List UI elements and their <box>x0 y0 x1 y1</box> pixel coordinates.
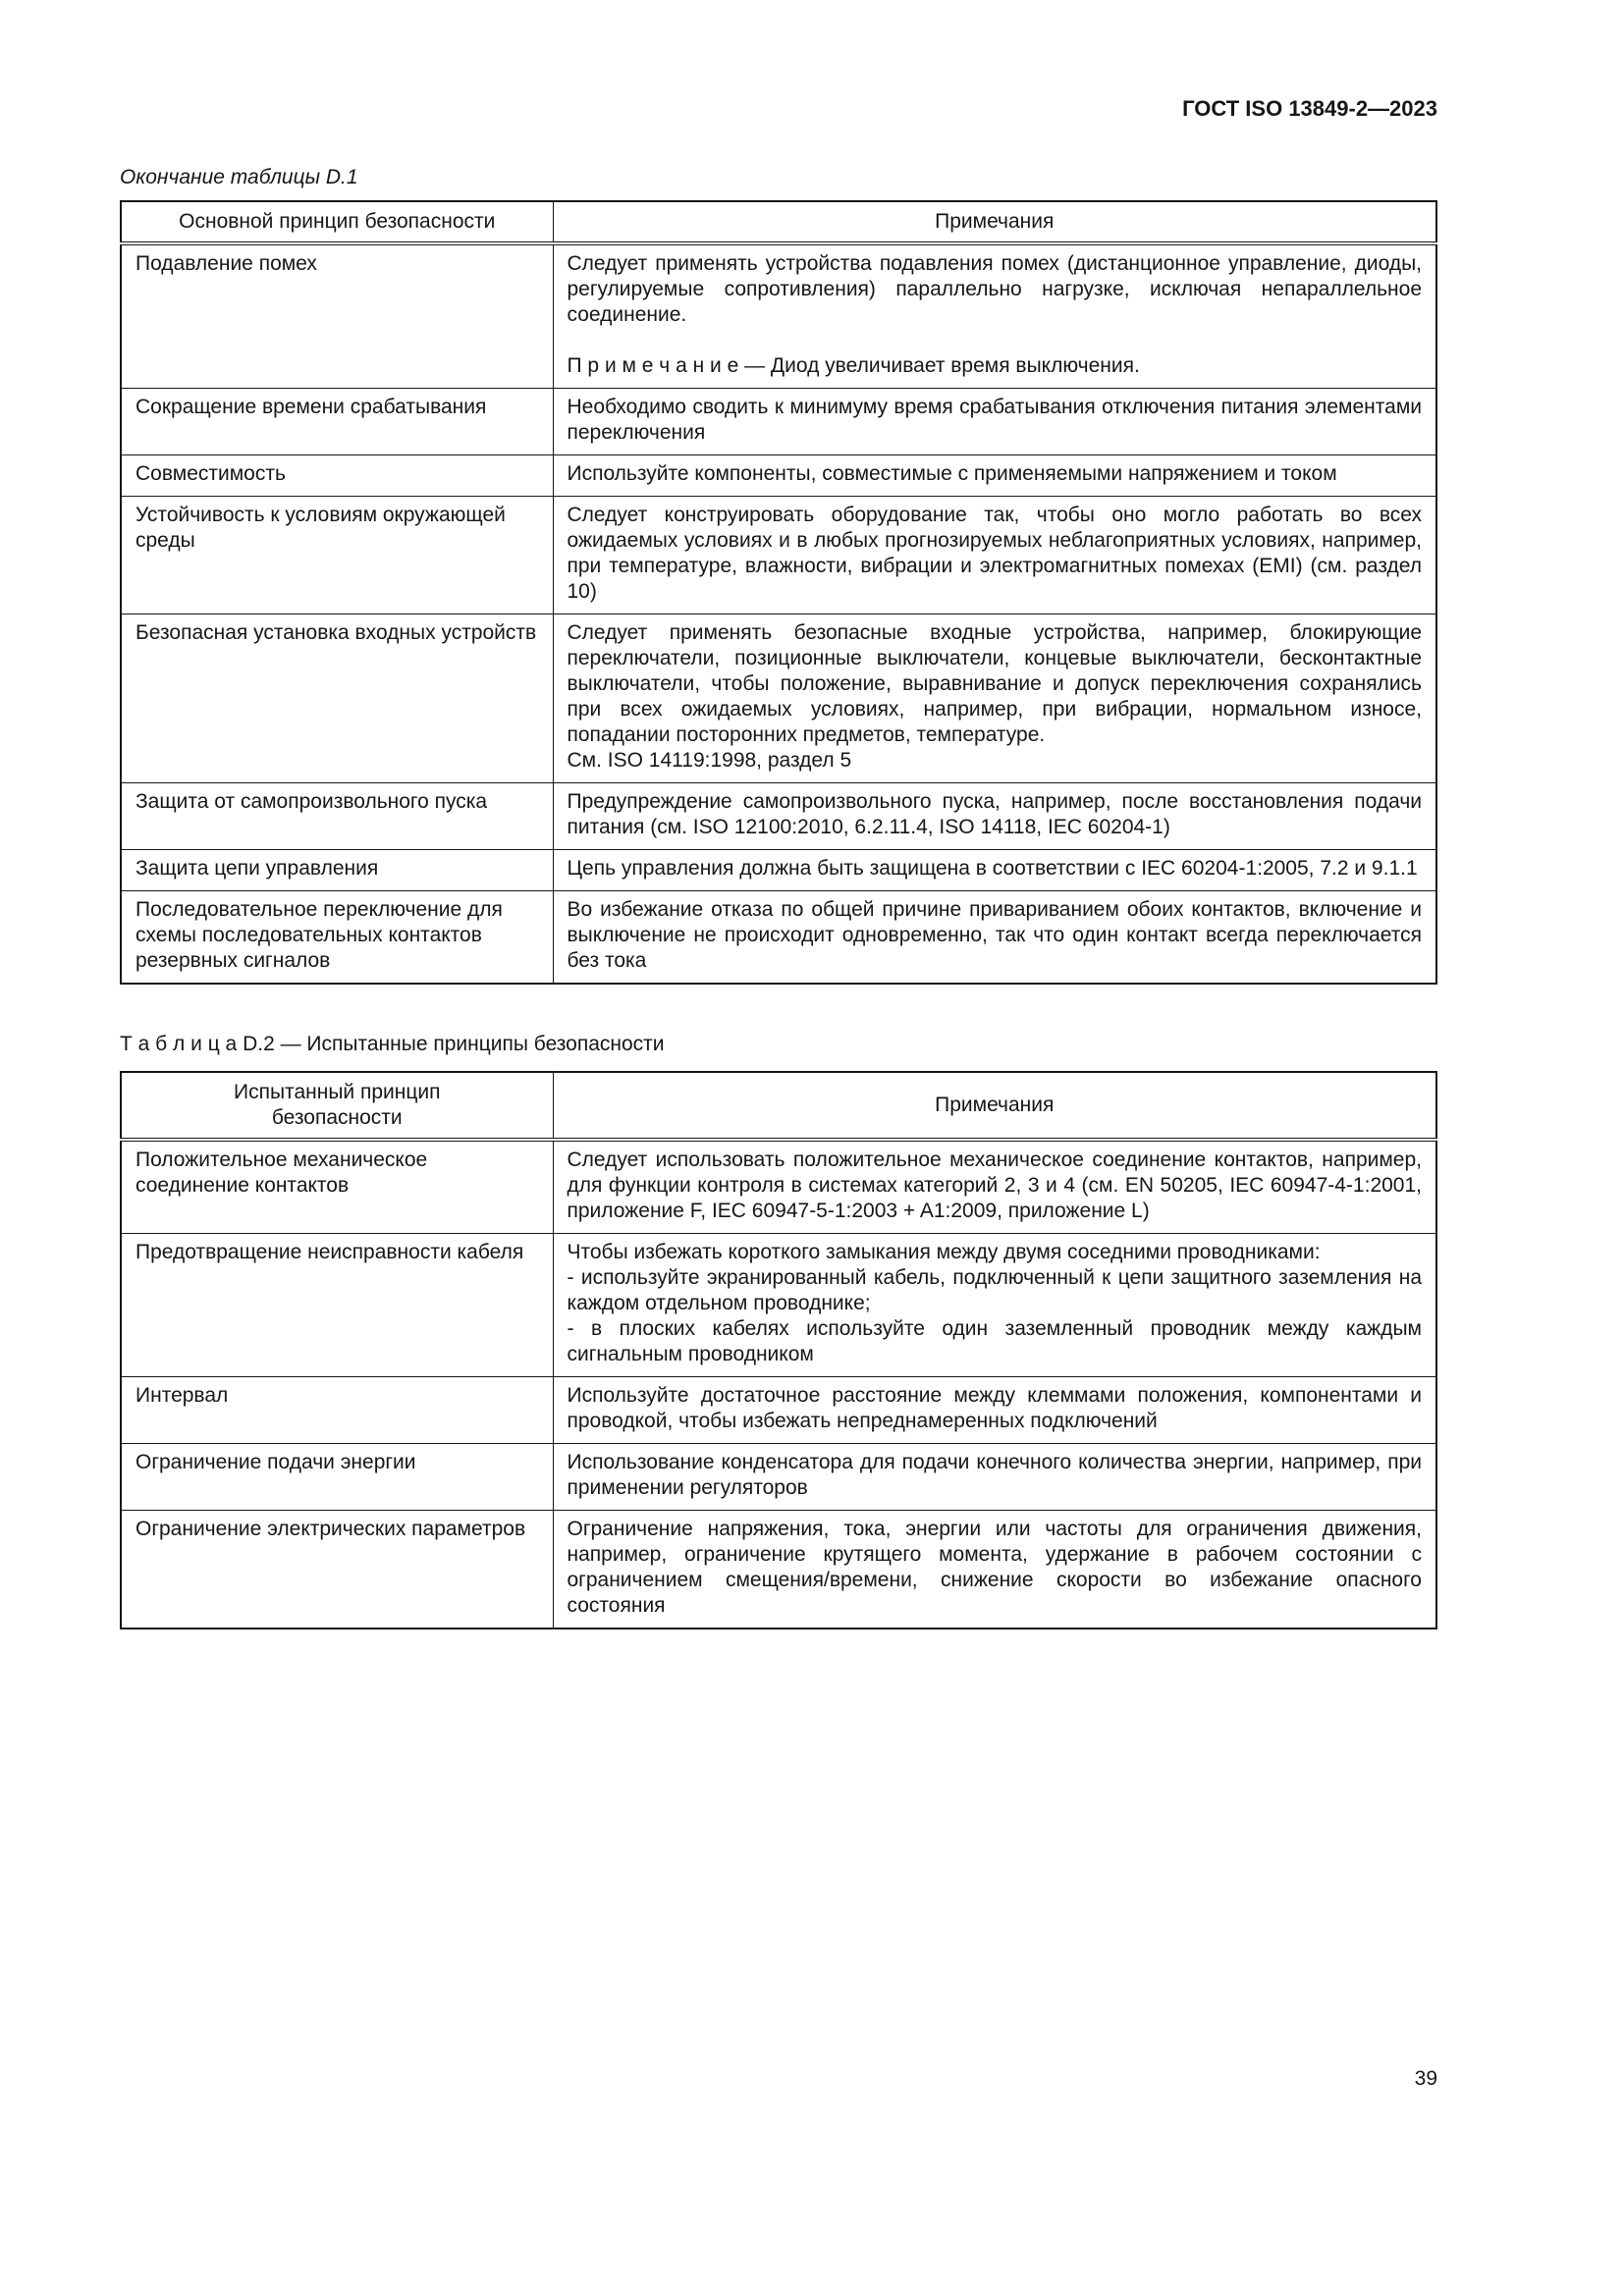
notes-cell <box>553 614 1436 783</box>
principle-cell: Защита цепи управления <box>121 850 553 891</box>
page-content <box>120 0 1437 1629</box>
principle-cell: Предотвращение неисправности кабеля <box>121 1234 553 1377</box>
note-paragraph: Следует применять устройства подавления помех (дистанционное управление, диоды, регулируемые сопротивления) параллельно нагрузке, исключая непараллельное соединение. <box>567 252 1422 326</box>
table-d2 <box>120 1071 1437 1629</box>
table-row <box>121 243 1436 389</box>
table-row <box>121 455 1436 497</box>
notes-cell <box>553 1377 1436 1444</box>
note-paragraph: Следует конструировать оборудование так, чтобы оно могло работать во всех ожидаемых условиях и в любых прогнозируемых неблагоприятных условиях, например, при температуре, влажности, вибрации и электромагнитных помехах (EMI) (см. раздел 10) <box>567 504 1422 603</box>
note-remark: П р и м е ч а н и е — Диод увеличивает время выключения. <box>567 354 1140 377</box>
notes-cell <box>553 243 1436 389</box>
table1-header-row <box>121 201 1436 243</box>
table2-caption: Т а б л и ц а D.2 — Испытанные принципы безопасности <box>120 1033 665 1055</box>
principle-cell: Ограничение подачи энергии <box>121 1444 553 1511</box>
notes-cell <box>553 1140 1436 1234</box>
principle-cell: Безопасная установка входных устройств <box>121 614 553 783</box>
table1-caption: Окончание таблицы D.1 <box>120 166 358 188</box>
table-row <box>121 497 1436 614</box>
page-number: 39 <box>1414 2067 1437 2090</box>
table2-col2-header: Примечания <box>553 1072 1436 1140</box>
notes-cell <box>553 1234 1436 1377</box>
principle-cell: Защита от самопроизвольного пуска <box>121 783 553 850</box>
table-row <box>121 1444 1436 1511</box>
notes-cell <box>553 1511 1436 1629</box>
note-paragraph: Следует использовать положительное механическое соединение контактов, например, для функции контроля в системах категорий 2, 3 и 4 (см. EN 50205, IEC 60947-4-1:2001, приложение F, IEC 60947-5-1:2003 + A1:2009, приложение L) <box>567 1148 1422 1222</box>
table2-header-row <box>121 1072 1436 1140</box>
doc-code-header: ГОСТ ISO 13849-2—2023 <box>1182 96 1437 121</box>
note-reference: См. ISO 14119:1998, раздел 5 <box>567 749 852 772</box>
principle-cell: Последовательное переключение для схемы последовательных контактов резервных сигналов <box>121 891 553 985</box>
table-row <box>121 850 1436 891</box>
principle-cell: Совместимость <box>121 455 553 497</box>
note-paragraph: Ограничение напряжения, тока, энергии или частоты для ограничения движения, например, ограничение крутящего момента, удержание в рабочем состоянии с ограничением смещения/времени, снижение скорости во избежание опасного состояния <box>567 1518 1422 1617</box>
note-paragraph: Необходимо сводить к минимуму время срабатывания отключения питания элементами переключения <box>567 396 1422 444</box>
notes-cell <box>553 455 1436 497</box>
table-row <box>121 891 1436 985</box>
notes-cell <box>553 1444 1436 1511</box>
principle-cell: Подавление помех <box>121 243 553 389</box>
table2-col1-header <box>121 1072 553 1140</box>
note-paragraph: Используйте достаточное расстояние между клеммами положения, компонентами и проводкой, чтобы избежать непреднамеренных подключений <box>567 1384 1422 1432</box>
note-paragraph: Предупреждение самопроизвольного пуска, например, после восстановления подачи питания (см. ISO 12100:2010, 6.2.11.4, ISO 14118, IEC 60204-1) <box>567 790 1422 838</box>
principle-cell: Ограничение электрических параметров <box>121 1511 553 1629</box>
note-list-item: - используйте экранированный кабель, подключенный к цепи защитного заземления на каждом отдельном проводнике; <box>567 1266 1422 1314</box>
table-row <box>121 1377 1436 1444</box>
note-paragraph: Следует применять безопасные входные устройства, например, блокирующие переключатели, позиционные выключатели, концевые выключатели, бесконтактные выключатели, чтобы положение, выравнивание и допуск переключения сохранялись при всех ожидаемых условиях, например, при вибрации, нормальном износе, попадании посторонних предметов, температуре. <box>567 621 1422 746</box>
table-row <box>121 1140 1436 1234</box>
principle-cell: Сокращение времени срабатывания <box>121 389 553 455</box>
note-paragraph: Используйте компоненты, совместимые с применяемыми напряжением и током <box>567 462 1337 485</box>
principle-cell: Положительное механическое соединение контактов <box>121 1140 553 1234</box>
table-d1 <box>120 200 1437 985</box>
note-paragraph: Использование конденсатора для подачи конечного количества энергии, например, при применении регуляторов <box>567 1451 1422 1499</box>
notes-cell <box>553 783 1436 850</box>
notes-cell <box>553 891 1436 985</box>
table-row <box>121 1234 1436 1377</box>
principle-cell: Устойчивость к условиям окружающей среды <box>121 497 553 614</box>
table1-col1-header: Основной принцип безопасности <box>121 201 553 243</box>
table-row <box>121 614 1436 783</box>
table1-col2-header: Примечания <box>553 201 1436 243</box>
note-paragraph: Цепь управления должна быть защищена в соответствии с IEC 60204-1:2005, 7.2 и 9.1.1 <box>567 857 1418 880</box>
notes-cell <box>553 497 1436 614</box>
principle-cell: Интервал <box>121 1377 553 1444</box>
note-paragraph: Чтобы избежать короткого замыкания между двумя соседними проводниками: <box>567 1241 1321 1263</box>
notes-cell <box>553 389 1436 455</box>
notes-cell <box>553 850 1436 891</box>
note-list-item: - в плоских кабелях используйте один заземленный проводник между каждым сигнальным проводником <box>567 1317 1422 1365</box>
table-row <box>121 783 1436 850</box>
table-row <box>121 1511 1436 1629</box>
note-paragraph: Во избежание отказа по общей причине привариванием обоих контактов, включение и выключение не происходит одновременно, так что один контакт всегда переключается без тока <box>567 898 1422 972</box>
table-row <box>121 389 1436 455</box>
table2-col1-header-text: Испытанный принцип безопасности <box>234 1081 441 1129</box>
